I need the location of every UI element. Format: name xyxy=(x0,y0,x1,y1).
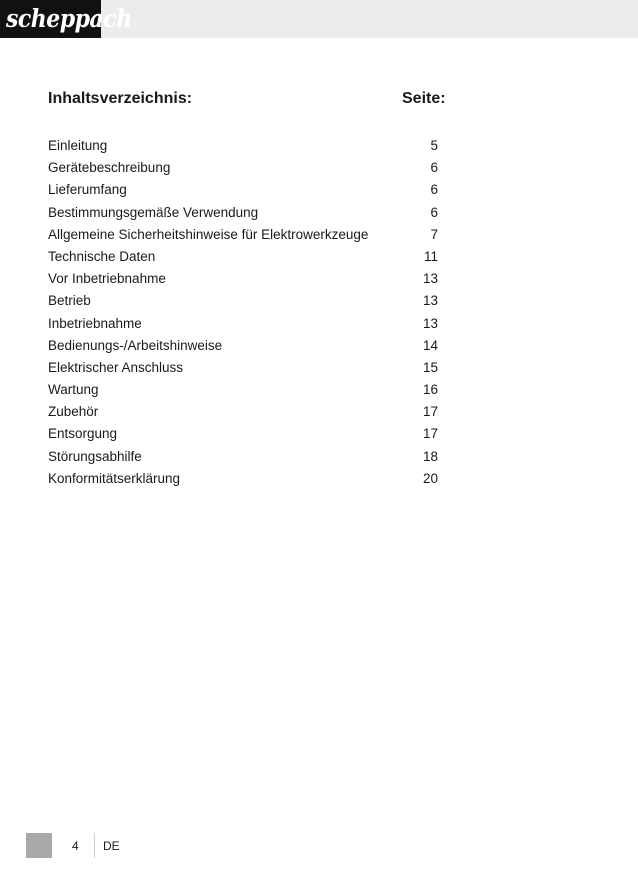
footer-page-number: 4 xyxy=(72,839,79,853)
toc-entry-title: Elektrischer Anschluss xyxy=(48,359,184,375)
toc-entry-title: Allgemeine Sicherheitshinweise für Elektrowerkzeuge xyxy=(48,226,369,242)
toc-entry-title: Bestimmungsgemäße Verwendung xyxy=(48,204,259,220)
toc-entry xyxy=(48,448,438,470)
toc-entry xyxy=(48,248,438,270)
toc-entry-page: 13 xyxy=(422,293,438,309)
toc-entry-page: 6 xyxy=(430,204,438,220)
toc-heading: Inhaltsverzeichnis: xyxy=(48,90,193,107)
toc-entry-page: 7 xyxy=(430,226,438,242)
toc-entry-page: 5 xyxy=(430,138,438,153)
toc-entry-title: Konformitätserklärung xyxy=(48,470,181,486)
toc-entry xyxy=(48,137,438,159)
logo-text: scheppach xyxy=(6,4,132,34)
toc-entry-page: 17 xyxy=(422,404,438,420)
toc-entry-title: Gerätebeschreibung xyxy=(48,160,171,176)
toc-entry-page: 13 xyxy=(422,271,438,287)
toc-entry xyxy=(48,315,438,337)
toc-entry-title: Vor Inbetriebnahme xyxy=(48,271,166,287)
toc-entry-page: 13 xyxy=(422,315,438,331)
toc-entry xyxy=(48,337,438,359)
toc-entry-title: Entsorgung xyxy=(48,426,118,442)
toc-entry-title: Einleitung xyxy=(48,138,108,153)
toc-entry xyxy=(48,159,438,181)
toc-entry-title: Inbetriebnahme xyxy=(48,315,142,331)
footer-divider xyxy=(94,833,95,858)
page-column-heading: Seite: xyxy=(402,90,446,107)
footer-color-block xyxy=(26,833,52,858)
brand-logo xyxy=(0,0,132,38)
toc-entry-page: 11 xyxy=(423,248,438,264)
toc-entry-page: 15 xyxy=(422,359,438,375)
toc-entry-title: Zubehör xyxy=(48,404,99,420)
toc-entry-title: Wartung xyxy=(48,382,99,398)
toc-entry-page: 18 xyxy=(422,448,438,464)
toc-entry xyxy=(48,204,438,226)
toc-entry xyxy=(48,359,438,381)
toc-entry xyxy=(48,226,438,248)
footer-language: DE xyxy=(103,839,120,853)
toc-entry-page: 6 xyxy=(430,182,438,198)
toc-entry xyxy=(48,270,438,292)
toc-entry xyxy=(48,381,438,403)
toc-list xyxy=(48,137,438,492)
toc-entry xyxy=(48,403,438,425)
toc-entry-title: Betrieb xyxy=(48,293,91,309)
toc-entry-title: Störungsabhilfe xyxy=(48,448,142,464)
toc-entry-title: Bedienungs-/Arbeitshinweise xyxy=(48,337,223,353)
toc-entry xyxy=(48,181,438,203)
toc-entry-title: Lieferumfang xyxy=(48,182,127,198)
toc-entry-page: 16 xyxy=(422,382,438,398)
toc-entry-title: Technische Daten xyxy=(48,248,156,264)
toc-entry-page: 20 xyxy=(422,470,438,486)
toc-entry-page: 6 xyxy=(430,160,438,176)
toc-entry-page: 17 xyxy=(422,426,438,442)
toc-entry xyxy=(48,425,438,447)
toc-entry xyxy=(48,292,438,314)
toc-entry-page: 14 xyxy=(422,337,438,353)
toc-entry xyxy=(48,470,438,492)
